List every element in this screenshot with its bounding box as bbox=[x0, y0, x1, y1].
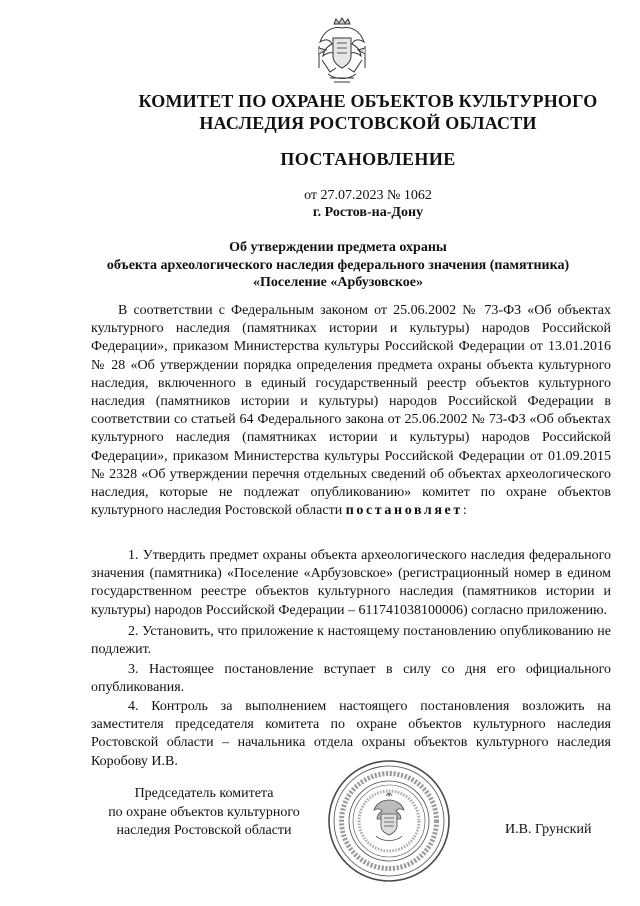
position-line1: Председатель комитета bbox=[134, 786, 274, 801]
decree-item-1: 1. Утвердить предмет охраны объекта археологического наследия федерального значения (памятника) «Поселение «Арбузовское» (регистрационный номер в едином государственном реестре объектов культурного наследия (памятников истории и культуры) народов Российской Федерации – 611741038100006) согласно приложению. bbox=[91, 548, 611, 618]
subject-line1: Об утверждении предмета охраны bbox=[229, 240, 447, 255]
subject-line2: объекта археологического наследия федерального значения (памятника) bbox=[106, 257, 570, 273]
subject-line3: «Поселение «Арбузовское» bbox=[252, 275, 423, 290]
official-seal-icon bbox=[326, 758, 452, 884]
preamble-colon: : bbox=[462, 503, 467, 519]
organization-name bbox=[100, 90, 636, 134]
document-city: г. Ростов-на-Дону bbox=[312, 205, 424, 220]
document-type: ПОСТАНОВЛЕНИЕ bbox=[280, 149, 456, 169]
preamble-text: В соответствии с Федеральным законом от 25.06.2002 № 73-ФЗ «Об объектах культурного наследия (памятниках истории и культуры) народов Российской Федерации», приказом Министерства культуры Российской Федерации от 13.01.2016 № 28 «Об утверждении порядка определения предмета охраны объекта культурного наследия, включенного в единый государственный реестр объектов культурного наследия (памятников истории и культуры) народов Российской Федерации в соответствии со статьей 64 Федерального закона от 25.06.2002 № 73-ФЗ «Об объектах культурного наследия (памятниках истории и культуры) народов Российской Федерации», приказом Министерства культуры Российской Федерации от 01.09.2015 № 2328 «Об утверждении перечня отдельных сведений об объектах археологического наследия, которые не подлежат опубликованию» комитет по охране объектов культурного наследия Ростовской области bbox=[91, 303, 611, 519]
decree-word: постановляет bbox=[345, 503, 463, 519]
decree-item-3: 3. Настоящее постановление вступает в силу со дня его официального опубликования. bbox=[91, 662, 611, 696]
document-subject bbox=[60, 239, 616, 292]
organization-name-line2: НАСЛЕДИЯ РОСТОВСКОЙ ОБЛАСТИ bbox=[199, 113, 537, 133]
position-line3: наследия Ростовской области bbox=[116, 823, 292, 838]
preamble-paragraph bbox=[91, 302, 611, 520]
document-date-number: от 27.07.2023 № 1062 bbox=[304, 188, 432, 203]
signatory-position bbox=[100, 785, 308, 841]
decree-item-2: 2. Установить, что приложение к настоящему постановлению опубликованию не подлежит. bbox=[91, 624, 611, 658]
organization-name-line1: КОМИТЕТ ПО ОХРАНЕ ОБЪЕКТОВ КУЛЬТУРНОГО bbox=[138, 91, 598, 111]
coat-of-arms-icon bbox=[316, 16, 368, 86]
signatory-name: И.В. Грунский bbox=[505, 822, 592, 837]
position-line2: по охране объектов культурного bbox=[108, 804, 300, 820]
decree-item-4: 4. Контроль за выполнением настоящего постановления возложить на заместителя председателя комитета по охране объектов культурного наследия Ростовской области – начальника отдела охраны объектов культурного наследия Коробову И.В. bbox=[91, 699, 611, 769]
